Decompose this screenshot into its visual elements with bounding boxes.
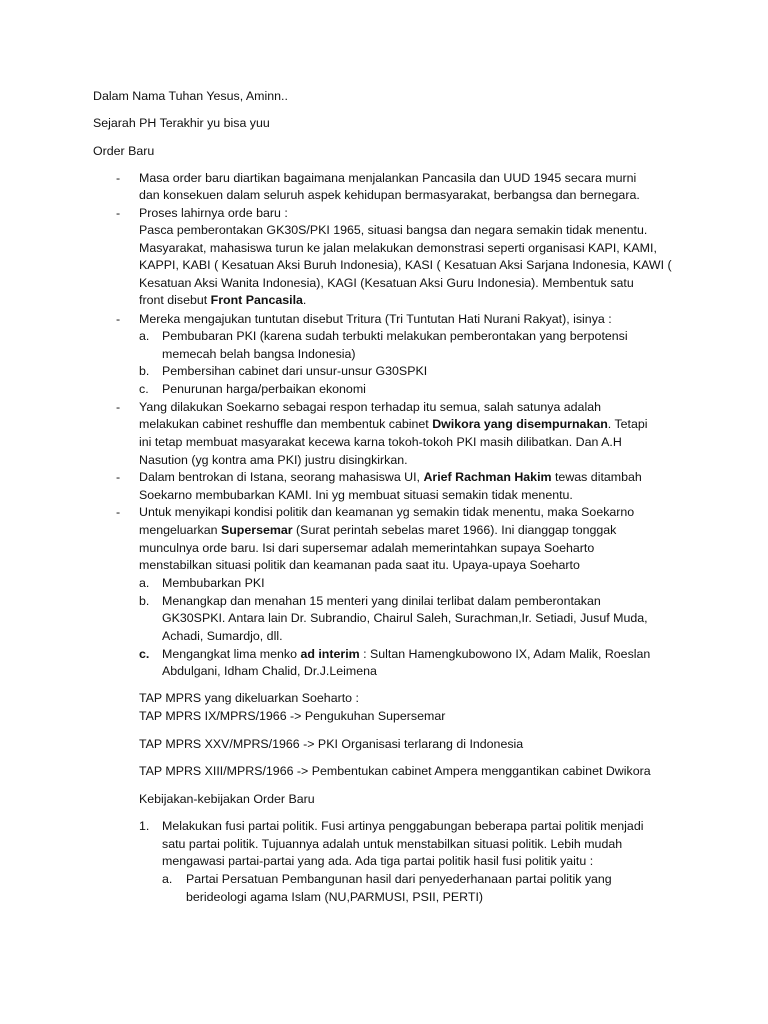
- numbered-line: [0, 853, 768, 870]
- text-run: mengeluarkan: [139, 523, 221, 537]
- bold-term-ad-interim: ad interim: [300, 647, 360, 661]
- letter-marker: b.: [139, 364, 150, 378]
- sublist-text: Penurunan harga/perbaikan ekonomi: [162, 382, 366, 396]
- bullet-text: Nasution (yg kontra ama PKI) justru disingkirkan.: [139, 453, 408, 467]
- dash-bullet-marker: -: [116, 470, 121, 484]
- sublist-line: [0, 610, 768, 627]
- bullet-line: [0, 452, 768, 469]
- bold-term-front-pancasila: Front Pancasila: [210, 293, 303, 307]
- tap-line: [0, 763, 768, 780]
- sublist-text: Membubarkan PKI: [162, 576, 265, 590]
- text-run: Mengangkat lima menko: [162, 647, 301, 661]
- bullet-text: Yang dilakukan Soekarno sebagai respon terhadap itu semua, salah satunya adalah: [139, 400, 601, 414]
- bullet-text: ini tetap membuat masyarakat kecewa karna tokoh-tokoh PKI masih dilibatkan. Dan A.H: [139, 435, 622, 449]
- bullet-line: [0, 540, 768, 557]
- letter-marker: a.: [139, 576, 150, 590]
- bullet-line: [0, 311, 768, 328]
- letter-marker: a.: [162, 872, 173, 886]
- sublist-line: [0, 889, 768, 906]
- bullet-text: Masa order baru diartikan bagaimana menjalankan Pancasila dan UUD 1945 secara murni: [139, 171, 637, 185]
- numbered-line: [0, 818, 768, 835]
- bullet-text: [139, 469, 642, 486]
- sublist-line: [0, 575, 768, 592]
- dash-bullet-marker: -: [116, 171, 121, 185]
- bullet-line: [0, 292, 768, 309]
- bullet-text: munculnya orde baru. Isi dari supersemar adalah memerintahkan supaya Soeharto: [139, 541, 595, 555]
- bullet-line: [0, 522, 768, 539]
- text-run: front disebut: [139, 293, 211, 307]
- sublist-line: [0, 628, 768, 645]
- sublist-text: [162, 646, 650, 663]
- tap-item: TAP MPRS XXV/MPRS/1966 -> PKI Organisasi terlarang di Indonesia: [139, 737, 524, 751]
- bullet-text: dan konsekuen dalam seluruh aspek kehidupan bermasyarakat, berbangsa dan bernegara.: [139, 188, 640, 202]
- bullet-text: Mereka mengajukan tuntutan disebut Tritura (Tri Tuntutan Hati Nurani Rakyat), isinya :: [139, 312, 612, 326]
- sublist-line: [0, 593, 768, 610]
- letter-marker: c.: [139, 647, 150, 661]
- bullet-line: [0, 487, 768, 504]
- sublist-text: memecah belah bangsa Indonesia): [162, 347, 356, 361]
- sublist-text: Achadi, Sumardjo, dll.: [162, 629, 283, 643]
- bullet-text: Untuk menyikapi kondisi politik dan keamanan yg semakin tidak menentu, maka Soekarno: [139, 505, 635, 519]
- sublist-line: [0, 663, 768, 680]
- section-heading: Order Baru: [93, 144, 155, 158]
- doc-title: Dalam Nama Tuhan Yesus, Aminn..: [93, 89, 288, 103]
- sublist-line: [0, 346, 768, 363]
- sublist-line: [0, 871, 768, 888]
- tap-item: TAP MPRS XIII/MPRS/1966 -> Pembentukan cabinet Ampera menggantikan cabinet Dwikora: [139, 764, 651, 778]
- text-run: (Surat perintah sebelas maret 1966). Ini dianggap tonggak: [292, 523, 617, 537]
- bullet-line: [0, 240, 768, 257]
- section-heading-line: [0, 143, 768, 160]
- bullet-line: [0, 187, 768, 204]
- doc-subtitle: Sejarah PH Terakhir yu bisa yuu: [93, 116, 270, 130]
- bullet-line: [0, 434, 768, 451]
- kebijakan-heading-line: [0, 791, 768, 808]
- bold-term-dwikora: Dwikora yang disempurnakan: [432, 417, 608, 431]
- sublist-text: Menangkap dan menahan 15 menteri yang dinilai terlibat dalam pemberontakan: [162, 594, 601, 608]
- bullet-text: Masyarakat, mahasiswa turun ke jalan melakukan demonstrasi seperti organisasi KAPI, KAMI,: [139, 241, 657, 255]
- kebijakan-heading: Kebijakan-kebijakan Order Baru: [139, 792, 315, 806]
- doc-subtitle-line: [0, 115, 768, 132]
- bullet-text: menstabilkan situasi politik dan keamanan pada saat itu. Upaya-upaya Soeharto: [139, 558, 580, 572]
- sublist-line: [0, 363, 768, 380]
- text-run: Dalam bentrokan di Istana, seorang mahasiswa UI,: [139, 470, 424, 484]
- tap-intro: TAP MPRS yang dikeluarkan Soeharto :: [139, 691, 359, 705]
- sublist-text: Pembubaran PKI (karena sudah terbukti melakukan pemberontakan yang berpotensi: [162, 329, 628, 343]
- text-run: .: [302, 293, 307, 307]
- dash-bullet-marker: -: [116, 505, 121, 519]
- letter-marker: b.: [139, 594, 150, 608]
- sublist-text: GK30SPKI. Antara lain Dr. Subrandio, Chairul Saleh, Surachman,Ir. Setiadi, Jusuf Muda,: [162, 611, 648, 625]
- bold-term-supersemar: Supersemar: [220, 523, 293, 537]
- bullet-line: [0, 469, 768, 486]
- tap-intro-line: [0, 690, 768, 707]
- sublist-text: Pembersihan cabinet dari unsur-unsur G30SPKI: [162, 364, 428, 378]
- dash-bullet-marker: -: [116, 312, 121, 326]
- text-run: melakukan cabinet reshuffle dan membentuk cabinet: [139, 417, 433, 431]
- sublist-line: [0, 328, 768, 345]
- numbered-line: [0, 836, 768, 853]
- bullet-line: [0, 504, 768, 521]
- dash-bullet-marker: -: [116, 400, 121, 414]
- bullet-text: Proses lahirnya orde baru :: [139, 206, 288, 220]
- bullet-text: [139, 522, 616, 539]
- sublist-text: Partai Persatuan Pembangunan hasil dari penyederhanaan partai politik yang: [186, 872, 612, 886]
- doc-title-line: [0, 88, 768, 105]
- tap-line: [0, 708, 768, 725]
- bullet-line: [0, 257, 768, 274]
- bullet-line: [0, 205, 768, 222]
- sublist-text: berideologi agama Islam (NU,PARMUSI, PSII, PERTI): [186, 890, 484, 904]
- bullet-text: KAPPI, KABI ( Kesatuan Aksi Buruh Indonesia), KASI ( Kesatuan Aksi Sarjana Indonesia, KAWI (: [139, 258, 672, 272]
- bullet-line: [0, 170, 768, 187]
- bullet-text: [139, 416, 648, 433]
- tap-line: [0, 736, 768, 753]
- letter-marker: c.: [139, 382, 149, 396]
- bullet-text: Pasca pemberontakan GK30S/PKI 1965, situasi bangsa dan negara semakin tidak menentu.: [139, 223, 648, 237]
- bold-term-arief-rachman-hakim: Arief Rachman Hakim: [423, 470, 552, 484]
- bullet-line: [0, 399, 768, 416]
- number-marker: 1.: [139, 819, 150, 833]
- text-run: tewas ditambah: [551, 470, 642, 484]
- text-run: . Tetapi: [607, 417, 648, 431]
- bullet-line: [0, 416, 768, 433]
- text-run: : Sultan Hamengkubowono IX, Adam Malik, Roeslan: [359, 647, 651, 661]
- sublist-line: [0, 381, 768, 398]
- numbered-text: mengawasi partai-partai yang ada. Ada tiga partai politik hasil fusi politik yaitu :: [162, 854, 594, 868]
- bullet-line: [0, 275, 768, 292]
- dash-bullet-marker: -: [116, 206, 121, 220]
- sublist-text: Abdulgani, Idham Chalid, Dr.J.Leimena: [162, 664, 377, 678]
- bullet-text: [139, 292, 306, 309]
- bullet-text: Kesatuan Aksi Wanita Indonesia), KAGI (Kesatuan Aksi Guru Indonesia). Membentuk satu: [139, 276, 634, 290]
- bullet-line: [0, 222, 768, 239]
- letter-marker: a.: [139, 329, 150, 343]
- bullet-line: [0, 557, 768, 574]
- bullet-text: Soekarno membubarkan KAMI. Ini yg membuat situasi semakin tidak menentu.: [139, 488, 573, 502]
- sublist-line: [0, 646, 768, 663]
- numbered-text: Melakukan fusi partai politik. Fusi artinya penggabungan beberapa partai politik menjadi: [162, 819, 644, 833]
- tap-item: TAP MPRS IX/MPRS/1966 -> Pengukuhan Supersemar: [139, 709, 446, 723]
- numbered-text: satu partai politik. Tujuannya adalah untuk menstabilkan situasi politik. Lebih mudah: [162, 837, 623, 851]
